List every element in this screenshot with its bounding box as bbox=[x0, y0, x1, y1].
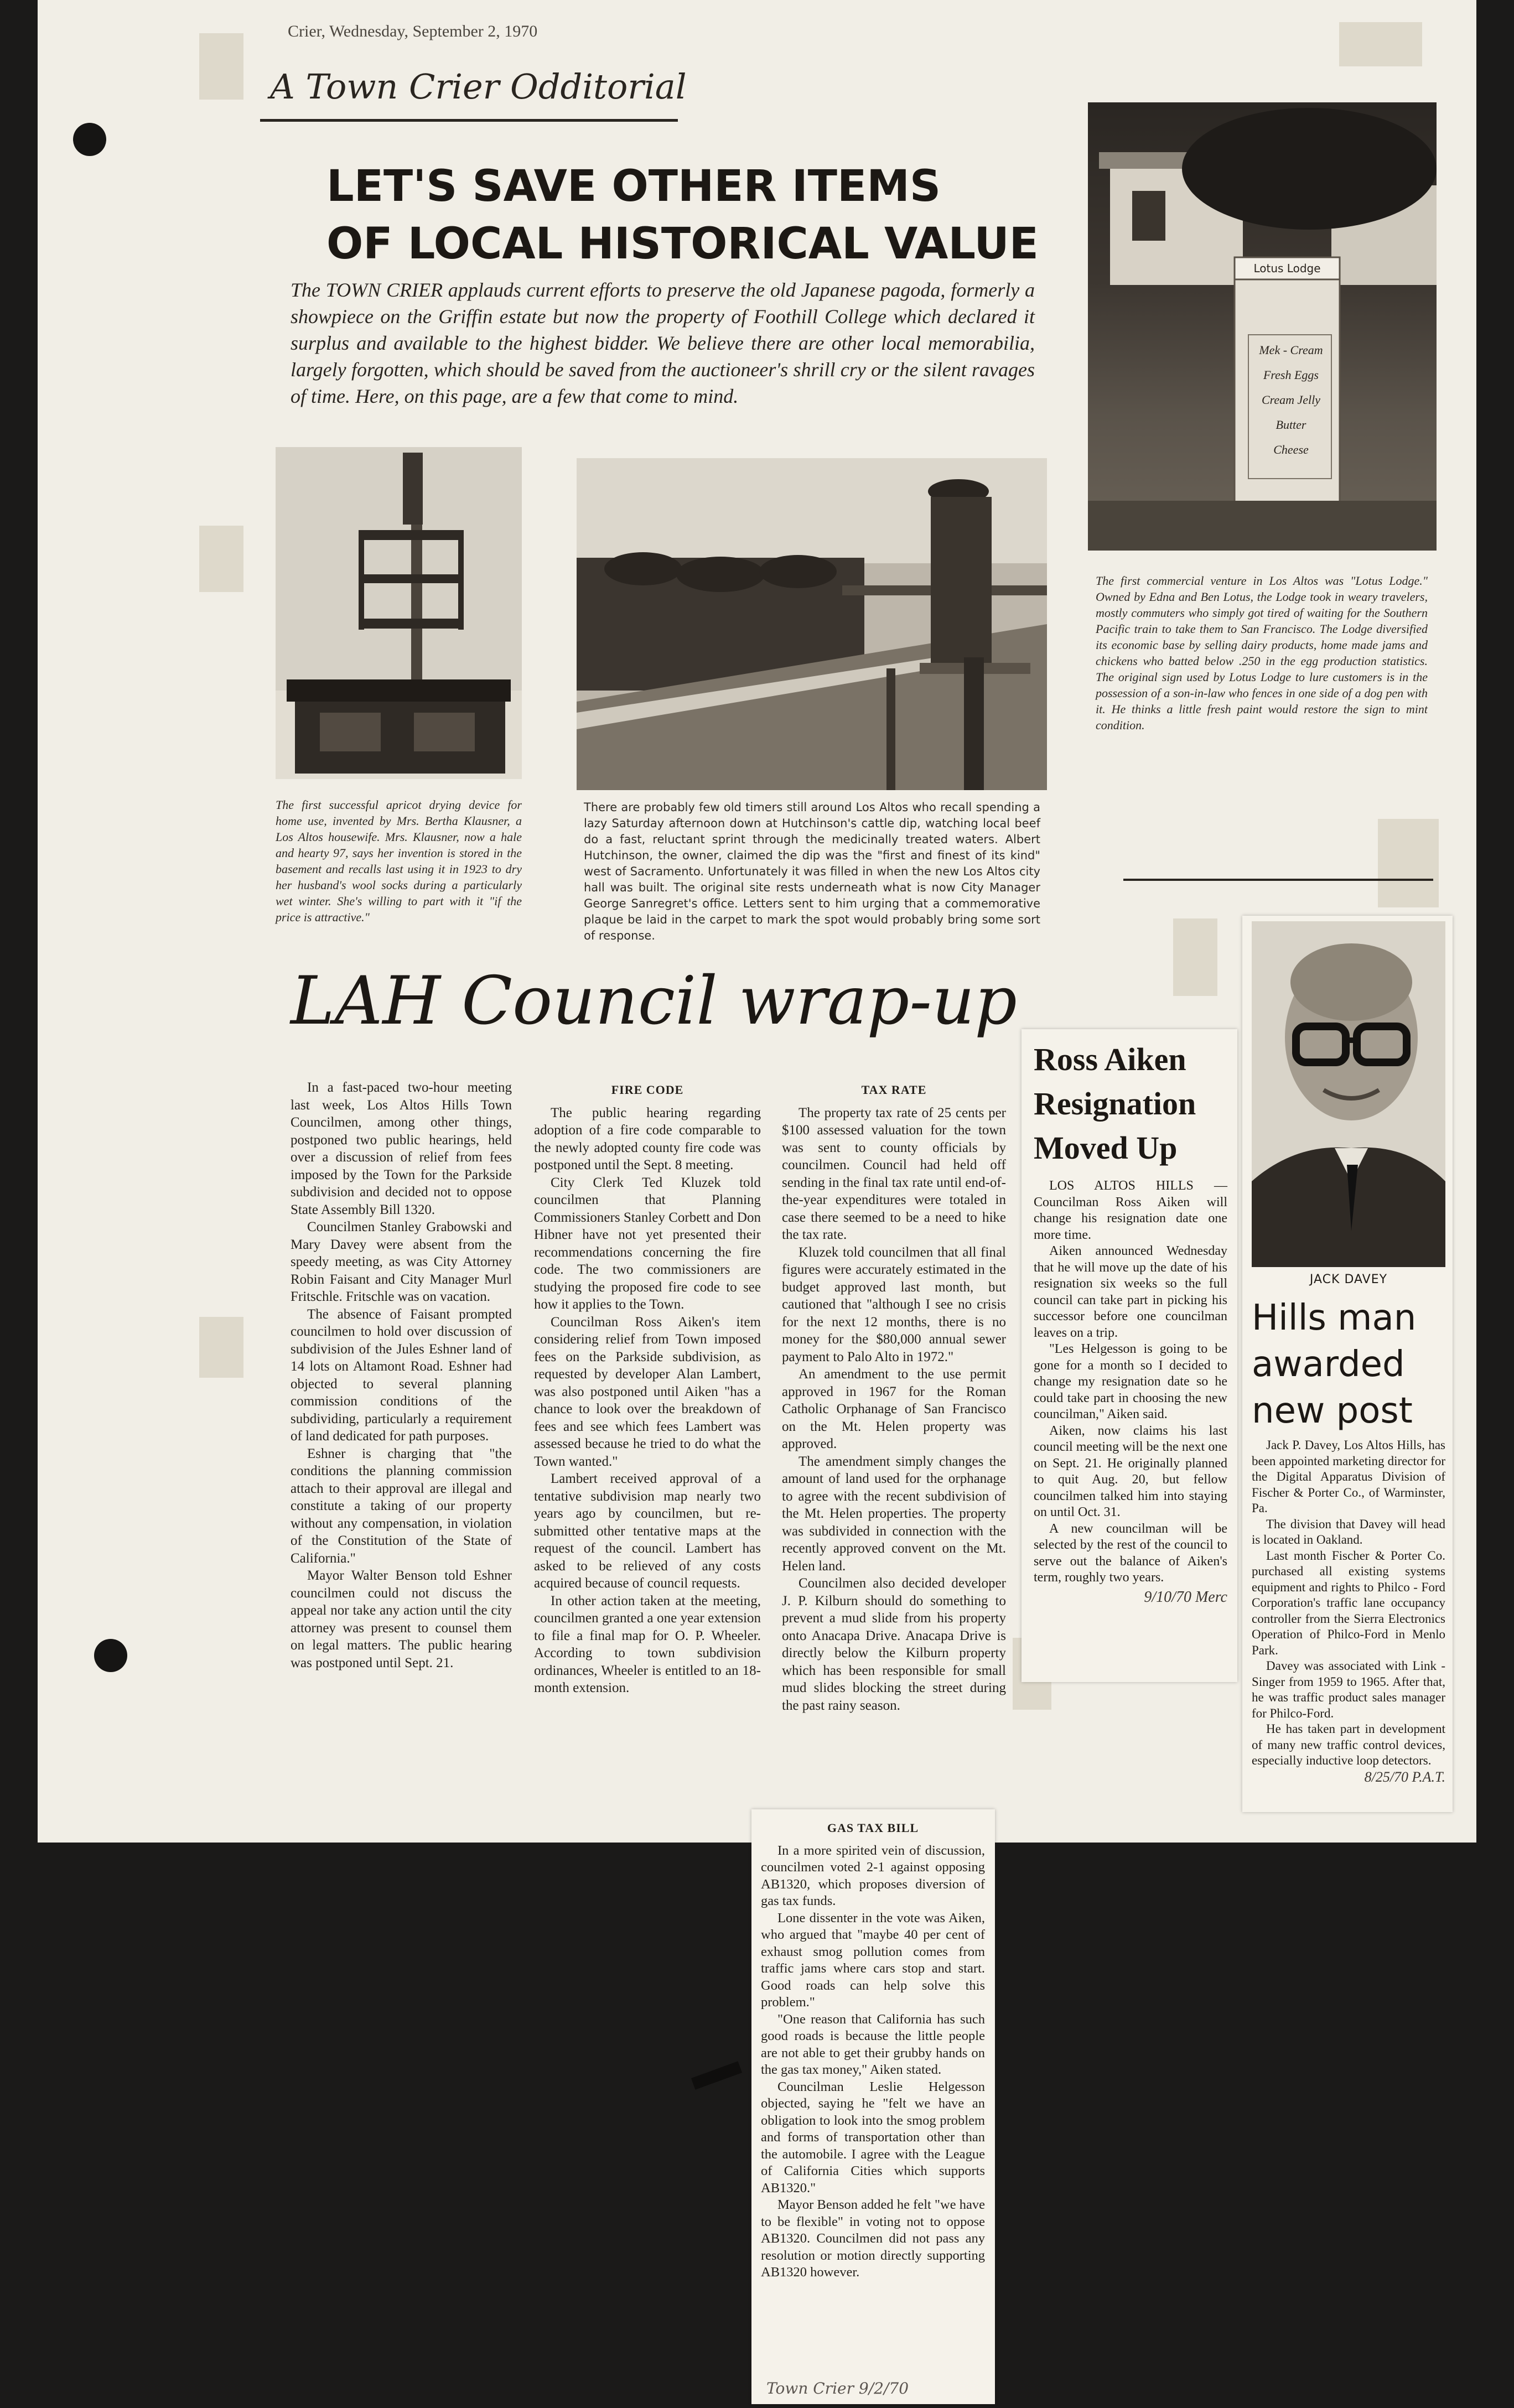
tape-strip bbox=[199, 1317, 243, 1378]
lah-col3-paragraph: The property tax rate of 25 cents per $100 assessed valuation for the town was sent to county officials by councilmen. Council had held off sending in the final tax rate until end-of-the-year expenditures were totaled in case there seemed to be a need to hike the tax rate. bbox=[782, 1105, 1006, 1242]
binder-hole-top bbox=[73, 123, 106, 156]
davey-headline bbox=[1252, 1295, 1445, 1434]
lah-col3-paragraph: An amendment to the use permit approved in 1967 for the Roman Catholic Orphanage of San Francisco on the Mt. Helen property was approved. bbox=[782, 1367, 1006, 1451]
main-headline bbox=[326, 158, 1039, 273]
lah-col2-paragraph: The public hearing regarding adoption of a fire code comparable to the newly adopted county fire code was postponed until the Sept. 8 meeting. bbox=[534, 1105, 761, 1172]
davey-portrait-art bbox=[1252, 921, 1445, 1267]
davey-headline-line-2: awarded bbox=[1252, 1344, 1405, 1385]
lah-col1-paragraph: Mayor Walter Benson told Eshner councilmen could not discuss the appeal nor take any action until the city attorney was present to counsel them on legal matters. The public hearing was postponed until Sept. 21. bbox=[291, 1568, 512, 1670]
lah-col2-paragraph: City Clerk Ted Kluzek told councilmen that Planning Commissioners Stanley Corbett and Don Hibner have not yet presented their recommendations concerning the fire code. The two commissioners are studying the proposed fire code to see how it applies to the Town. bbox=[534, 1175, 761, 1312]
lah-column-3 bbox=[782, 1079, 1006, 1714]
lotus-sign-item-1: Mek - Cream bbox=[1259, 343, 1323, 357]
davey-paragraph: Last month Fischer & Porter Co. purchased all existing systems equipment and rights to Philco - Ford Corporation's traffic lane occupancy controller from the Sierra Electronics Operation of Philco-Ford in Menlo Park. bbox=[1252, 1548, 1445, 1657]
intro-paragraph: The TOWN CRIER applauds current efforts to preserve the old Japanese pagoda, formerly a showpiece on the Griffin estate but now the property of Foothill College which declared it surplus and available to the highest bidder. We believe there are other local memorabilia, largely forgotten, which should be saved from the auctioneer's shrill cry or the silent ravages of time. Here, on this page, are a few that come to mind. bbox=[291, 279, 1035, 407]
tax-rate-heading: TAX RATE bbox=[861, 1083, 927, 1097]
lah-col2-paragraph: Councilman Ross Aiken's item considering relief from Town imposed fees on the Parkside subdivision, as requested by developer Alan Lambert, was also postponed until Aiken "has a chance to look over the breakdown of fees and see which fees Lambert was assessed because he tried to do what the Town wanted." bbox=[534, 1314, 761, 1469]
lah-col1-paragraph: In a fast-paced two-hour meeting last week, Los Altos Hills Town Councilmen, among other things, postponed two public hearings, held over a discussion of relief from fees imposed by the Town for the Parkside subdivision and decided not to oppose State Assembly Bill 1320. bbox=[291, 1080, 512, 1217]
lah-col1-paragraph: The absence of Faisant prompted councilmen to hold over discussion of subdivision of the Jules Eshner land of 14 lots on Altamont Road. Eshner had objected to several planning commission conditions of the subdividing, particularly a requirement of land dedicated for path purposes. bbox=[291, 1306, 512, 1444]
tape-strip bbox=[199, 526, 243, 592]
ross-paragraph: "Les Helgesson is going to be gone for a month so I decided to change my resignation date so he could take part in choosing the new councilman," Aiken said. bbox=[1034, 1342, 1227, 1421]
tape-strip bbox=[199, 33, 243, 100]
lah-column-1 bbox=[291, 1079, 512, 1672]
date-line: Crier, Wednesday, September 2, 1970 bbox=[288, 22, 538, 40]
lah-col3-paragraph: Kluzek told councilmen that all final figures were accurately estimated in the budget approved last month, but cautioned that "although I see no crisis for the next 12 months, there is no money for the $80,000 annual sewer payment to Palo Alto in 1972." bbox=[782, 1244, 1006, 1364]
ross-paragraph: Aiken, now claims his last council meeting will be the next one on Sept. 21. He originally planned to quit Aug. 20, but fellow councilmen talked him into staying on until Oct. 31. bbox=[1034, 1423, 1227, 1519]
cattle-photo-art bbox=[577, 458, 1047, 790]
apricot-photo-art bbox=[276, 447, 522, 779]
lah-col4-paragraph: In a more spirited vein of discussion, councilmen voted 2-1 against opposing AB1320, which proposes diversion of gas tax funds. bbox=[761, 1843, 985, 1908]
davey-paragraph: Davey was associated with Link - Singer from 1959 to 1965. After that, he was traffic product sales manager for Philco-Ford. bbox=[1252, 1659, 1445, 1720]
lah-col4-paragraph: Councilman Leslie Helgesson objected, saying he "felt we have an obligation to look into the smog problem and forms of transportation other than the automobile. I agree with the League of California Cities which supports AB1320." bbox=[761, 2079, 985, 2196]
lotus-sign-item-3: Cream Jelly bbox=[1261, 393, 1321, 407]
davey-headline-line-1: Hills man bbox=[1252, 1298, 1417, 1338]
davey-photo-label: JACK DAVEY bbox=[1309, 1273, 1388, 1286]
lotus-lodge-caption: The first commercial venture in Los Altos was "Lotus Lodge." Owned by Edna and Ben Lotus, the Lodge took in weary travelers, mostly commuters who simply got tired of waiting for the Southern Pacific train to take them to San Francisco. The Lodge diversified its economic base by selling dairy products, home made jams and chickens who batted below .250 in the egg production statistics. The original sign used by Lotus Lodge to lure customers is in the possession of a son-in-law who fences in one side of a dog pen with it. He thinks a little fresh paint would restore the sign to mint condition. bbox=[1096, 574, 1428, 732]
lotus-photo-art bbox=[1088, 102, 1437, 551]
headline-line-2: OF LOCAL HISTORICAL VALUE bbox=[326, 219, 1039, 269]
davey-body bbox=[1252, 1437, 1445, 1769]
jack-davey-portrait bbox=[1252, 921, 1445, 1267]
lotus-lodge-photo bbox=[1088, 102, 1437, 551]
gas-tax-heading: GAS TAX BILL bbox=[827, 1821, 919, 1835]
ross-headline-line-3: Moved Up bbox=[1034, 1130, 1178, 1166]
lah-col1-paragraph: Eshner is charging that "the conditions the planning commission attach to their approval are illegal and constitute a taking of our property without any compensation, in violation of the Constitution of the State of California." bbox=[291, 1446, 512, 1566]
tape-strip bbox=[1339, 22, 1422, 66]
lah-col3-paragraph: Councilmen also decided developer J. P. Kilburn should do something to prevent a mud slide from his property onto Anacapa Drive. Anacapa Drive is directly below the Kilburn property which has been responsible for small mud slides blocking the street during the past rainy season. bbox=[782, 1576, 1006, 1713]
tape-strip bbox=[1378, 819, 1439, 907]
cattle-dip-photo bbox=[577, 458, 1047, 790]
lah-council-title: LAH Council wrap-up bbox=[291, 963, 1017, 1040]
fire-code-heading: FIRE CODE bbox=[611, 1083, 684, 1097]
lah-column-2 bbox=[534, 1079, 761, 1697]
column-rule bbox=[1123, 879, 1433, 881]
ross-headline-line-1: Ross Aiken bbox=[1034, 1041, 1186, 1077]
apricot-caption: The first successful apricot drying device for home use, invented by Mrs. Bertha Klausner, a Los Altos housewife. Mrs. Klausner, now a hale and hearty 97, says her invention is stored in the basement and recalls last using it in 1923 to dry her husband's wool socks during a particularly wet winter. She's willing to part with it "if the price is attractive." bbox=[276, 798, 522, 924]
davey-paragraph: Jack P. Davey, Los Altos Hills, has been appointed marketing director for the Digital Apparatus Division of Fischer & Porter Co., of Warminster, Pa. bbox=[1252, 1438, 1445, 1515]
lotus-sign-title: Lotus Lodge bbox=[1253, 262, 1321, 275]
staple bbox=[691, 2061, 742, 2089]
lah-col2-paragraph: In other action taken at the meeting, councilmen granted a one year extension to file a final map for O. P. Wheeler. According to town subdivision ordinances, Wheeler is entitled to an 18-month extension. bbox=[534, 1593, 761, 1695]
davey-article bbox=[1252, 1295, 1445, 1786]
davey-headline-line-3: new post bbox=[1252, 1390, 1413, 1431]
lah-col4-paragraph: Mayor Benson added he felt "we have to be flexible" in voting not to oppose AB1320. Councilmen did not pass any resolution or motion directly supporting AB1320 however. bbox=[761, 2197, 985, 2280]
lah-col4-paragraph: "One reason that California has such good roads is because the little people are not able to get their grubby hands on the gas tax money," Aiken stated. bbox=[761, 2011, 985, 2077]
lotus-sign-item-2: Fresh Eggs bbox=[1263, 368, 1319, 382]
lah-column-4 bbox=[761, 1818, 985, 2281]
ross-handwritten-note: 9/10/70 Merc bbox=[1144, 1588, 1227, 1606]
davey-paragraph: He has taken part in development of many new traffic control devices, especially inductive loop detectors. bbox=[1252, 1722, 1445, 1767]
lah-col1-paragraph: Councilmen Stanley Grabowski and Mary Davey were absent from the speedy meeting, as was City Attorney Robin Faisant and City Manager Murl Fritschle. Fritschle was on vacation. bbox=[291, 1219, 512, 1304]
lotus-sign-item-5: Cheese bbox=[1273, 443, 1309, 456]
odditorial-label: A Town Crier Odditorial bbox=[270, 66, 687, 107]
ross-aiken-article bbox=[1034, 1037, 1227, 1606]
lah-col3-paragraph: The amendment simply changes the amount of land used for the orphanage to agree with the recent subdivision of the Mt. Helen properties. The property was subdivided in connection with the recently approved convent on the Mt. Helen land. bbox=[782, 1454, 1006, 1574]
ross-aiken-body bbox=[1034, 1178, 1227, 1586]
section-rule bbox=[260, 119, 678, 122]
ross-aiken-headline bbox=[1034, 1037, 1227, 1170]
lah-col4-paragraph: Lone dissenter in the vote was Aiken, who argued that "maybe 40 per cent of exhaust smog pollution comes from traffic jams where cars stop and start. Good roads can help solve this problem." bbox=[761, 1910, 985, 2010]
binder-hole-bottom bbox=[94, 1639, 127, 1672]
cattle-dip-caption: There are probably few old timers still around Los Altos who recall spending a lazy Saturday afternoon down at Hutchinson's cattle dip, watching local beef do a fast, reluctant sprint through the medicinally treated waters. Albert Hutchinson, the owner, claimed the dip was the "first and finest of its kind" west of Sacramento. Unfortunately it was filled in when the new Los Altos city hall was built. The original site rests underneath what is now City Manager George Sanregret's office. Letters sent to him urging that a commemorative plaque be laid in the carpet to mark the spot would probably bring some sort of response. bbox=[584, 801, 1040, 942]
tape-strip bbox=[1173, 918, 1217, 996]
davey-handwritten-note: 8/25/70 P.A.T. bbox=[1364, 1768, 1445, 1785]
ross-paragraph: LOS ALTOS HILLS — Councilman Ross Aiken will change his resignation date one more time. bbox=[1034, 1179, 1227, 1242]
ross-paragraph: A new councilman will be selected by the rest of the council to serve out the balance of Aiken's term, roughly two years. bbox=[1034, 1521, 1227, 1585]
ross-paragraph: Aiken announced Wednesday that he will move up the date of his resignation six weeks so the full council can take part in picking his successor before one councilman leaves on a trip. bbox=[1034, 1244, 1227, 1340]
gas-tax-handwritten-note: Town Crier 9/2/70 bbox=[766, 2379, 909, 2397]
lah-col2-paragraph: Lambert received approval of a tentative subdivision map nearly two years ago by councilmen, but re-submitted other tentative maps at the request of the council. Lambert has asked to be relieved of any costs acquired because of council requests. bbox=[534, 1471, 761, 1591]
headline-line-1: LET'S SAVE OTHER ITEMS bbox=[326, 162, 941, 211]
lotus-sign-item-4: Butter bbox=[1276, 418, 1306, 432]
ross-headline-line-2: Resignation bbox=[1034, 1086, 1196, 1122]
davey-paragraph: The division that Davey will head is located in Oakland. bbox=[1252, 1517, 1445, 1546]
apricot-dryer-photo bbox=[276, 447, 522, 779]
